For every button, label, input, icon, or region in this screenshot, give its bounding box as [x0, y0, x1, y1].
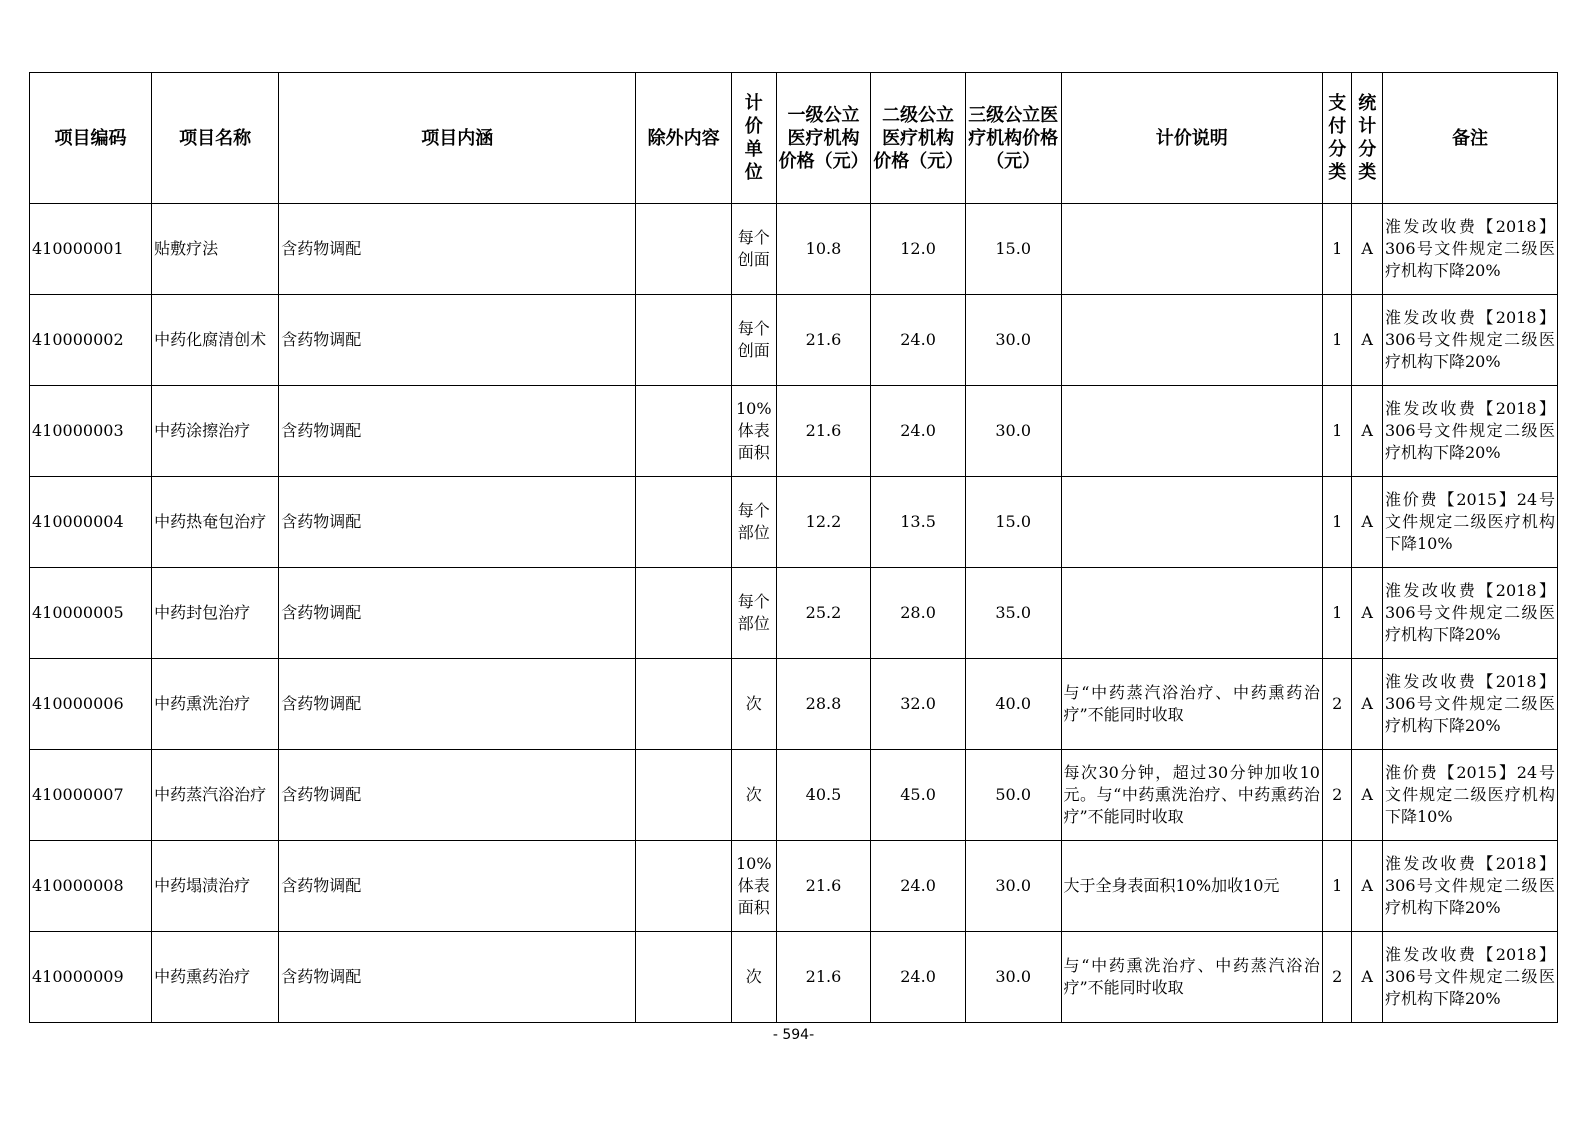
header-pay: 支付分类: [1322, 73, 1352, 204]
cell-price3: 30.0: [965, 841, 1061, 932]
cell-code: 410000009: [30, 932, 152, 1023]
page-number: - 594-: [772, 1027, 815, 1043]
cell-content: 含药物调配: [279, 204, 636, 295]
cell-price1: 21.6: [776, 841, 871, 932]
cell-price2: 24.0: [871, 932, 966, 1023]
table-row: [30, 477, 1558, 568]
price-table: [29, 72, 1558, 1023]
cell-price3: 50.0: [965, 750, 1061, 841]
cell-code: 410000002: [30, 295, 152, 386]
cell-price3: 30.0: [965, 932, 1061, 1023]
cell-unit: 次: [731, 932, 776, 1023]
cell-unit: 次: [731, 750, 776, 841]
cell-stat: A: [1352, 204, 1383, 295]
header-unit: 计价单位: [731, 73, 776, 204]
cell-note: [1061, 295, 1322, 386]
cell-remark: 淮价费【2015】24号文件规定二级医疗机构下降10%: [1382, 750, 1557, 841]
cell-note: 与“中药蒸汽浴治疗、中药熏药治疗”不能同时收取: [1061, 659, 1322, 750]
cell-note: 大于全身表面积10%加收10元: [1061, 841, 1322, 932]
cell-remark: 淮发改收费【2018】306号文件规定二级医疗机构下降20%: [1382, 841, 1557, 932]
cell-remark: 淮发改收费【2018】306号文件规定二级医疗机构下降20%: [1382, 659, 1557, 750]
cell-code: 410000006: [30, 659, 152, 750]
table-row: [30, 204, 1558, 295]
cell-excluded: [636, 932, 732, 1023]
cell-price2: 24.0: [871, 295, 966, 386]
cell-stat: A: [1352, 750, 1383, 841]
cell-stat: A: [1352, 932, 1383, 1023]
cell-name: 中药封包治疗: [152, 568, 279, 659]
cell-name: 中药涂擦治疗: [152, 386, 279, 477]
header-note: 计价说明: [1061, 73, 1322, 204]
cell-price1: 21.6: [776, 386, 871, 477]
cell-price2: 24.0: [871, 386, 966, 477]
cell-remark: 淮发改收费【2018】306号文件规定二级医疗机构下降20%: [1382, 386, 1557, 477]
header-code: 项目编码: [30, 73, 152, 204]
cell-price3: 15.0: [965, 204, 1061, 295]
cell-note: [1061, 477, 1322, 568]
table-row: [30, 932, 1558, 1023]
cell-remark: 淮发改收费【2018】306号文件规定二级医疗机构下降20%: [1382, 295, 1557, 386]
cell-price1: 21.6: [776, 295, 871, 386]
cell-pay: 1: [1322, 295, 1352, 386]
cell-note: [1061, 204, 1322, 295]
table-row: [30, 386, 1558, 477]
cell-code: 410000008: [30, 841, 152, 932]
cell-unit: 每个创面: [731, 204, 776, 295]
cell-content: 含药物调配: [279, 477, 636, 568]
cell-remark: 淮价费【2015】24号文件规定二级医疗机构下降10%: [1382, 477, 1557, 568]
cell-stat: A: [1352, 568, 1383, 659]
cell-excluded: [636, 477, 732, 568]
cell-remark: 淮发改收费【2018】306号文件规定二级医疗机构下降20%: [1382, 568, 1557, 659]
cell-excluded: [636, 750, 732, 841]
header-excluded: 除外内容: [636, 73, 732, 204]
cell-content: 含药物调配: [279, 750, 636, 841]
cell-pay: 1: [1322, 204, 1352, 295]
cell-price2: 32.0: [871, 659, 966, 750]
cell-price3: 30.0: [965, 295, 1061, 386]
cell-name: 贴敷疗法: [152, 204, 279, 295]
header-row: [30, 73, 1558, 204]
header-price3: 三级公立医疗机构价格（元）: [965, 73, 1061, 204]
cell-note: [1061, 386, 1322, 477]
cell-price1: 25.2: [776, 568, 871, 659]
cell-content: 含药物调配: [279, 659, 636, 750]
cell-price1: 12.2: [776, 477, 871, 568]
header-remark: 备注: [1382, 73, 1557, 204]
cell-code: 410000001: [30, 204, 152, 295]
cell-price2: 12.0: [871, 204, 966, 295]
cell-price3: 30.0: [965, 386, 1061, 477]
cell-unit: 次: [731, 659, 776, 750]
table-row: [30, 568, 1558, 659]
cell-stat: A: [1352, 295, 1383, 386]
header-content: 项目内涵: [279, 73, 636, 204]
cell-price2: 13.5: [871, 477, 966, 568]
header-price2: 二级公立医疗机构价格（元）: [871, 73, 966, 204]
cell-excluded: [636, 568, 732, 659]
cell-unit: 10%体表面积: [731, 841, 776, 932]
cell-name: 中药蒸汽浴治疗: [152, 750, 279, 841]
table-row: [30, 841, 1558, 932]
cell-code: 410000003: [30, 386, 152, 477]
cell-price1: 28.8: [776, 659, 871, 750]
cell-name: 中药熏药治疗: [152, 932, 279, 1023]
cell-price3: 35.0: [965, 568, 1061, 659]
cell-stat: A: [1352, 659, 1383, 750]
table-row: [30, 295, 1558, 386]
cell-pay: 2: [1322, 659, 1352, 750]
cell-price1: 21.6: [776, 932, 871, 1023]
header-stat: 统计分类: [1352, 73, 1383, 204]
cell-stat: A: [1352, 477, 1383, 568]
cell-unit: 每个部位: [731, 477, 776, 568]
cell-price2: 45.0: [871, 750, 966, 841]
header-name: 项目名称: [152, 73, 279, 204]
cell-name: 中药熏洗治疗: [152, 659, 279, 750]
cell-price2: 24.0: [871, 841, 966, 932]
cell-name: 中药化腐清创术: [152, 295, 279, 386]
cell-name: 中药热奄包治疗: [152, 477, 279, 568]
cell-excluded: [636, 386, 732, 477]
cell-remark: 淮发改收费【2018】306号文件规定二级医疗机构下降20%: [1382, 932, 1557, 1023]
cell-price1: 10.8: [776, 204, 871, 295]
cell-code: 410000004: [30, 477, 152, 568]
cell-content: 含药物调配: [279, 568, 636, 659]
cell-name: 中药塌渍治疗: [152, 841, 279, 932]
cell-pay: 1: [1322, 386, 1352, 477]
cell-note: [1061, 568, 1322, 659]
cell-pay: 2: [1322, 750, 1352, 841]
cell-unit: 每个创面: [731, 295, 776, 386]
cell-pay: 1: [1322, 841, 1352, 932]
cell-excluded: [636, 204, 732, 295]
cell-content: 含药物调配: [279, 295, 636, 386]
cell-code: 410000005: [30, 568, 152, 659]
table-row: [30, 659, 1558, 750]
cell-excluded: [636, 841, 732, 932]
cell-unit: 10%体表面积: [731, 386, 776, 477]
cell-stat: A: [1352, 841, 1383, 932]
cell-code: 410000007: [30, 750, 152, 841]
cell-note: 每次30分钟，超过30分钟加收10元。与“中药熏洗治疗、中药熏药治疗”不能同时收取: [1061, 750, 1322, 841]
table-row: [30, 750, 1558, 841]
cell-pay: 1: [1322, 568, 1352, 659]
cell-excluded: [636, 295, 732, 386]
cell-unit: 每个部位: [731, 568, 776, 659]
cell-stat: A: [1352, 386, 1383, 477]
cell-pay: 2: [1322, 932, 1352, 1023]
header-price1: 一级公立医疗机构价格（元）: [776, 73, 871, 204]
cell-price1: 40.5: [776, 750, 871, 841]
cell-remark: 淮发改收费【2018】306号文件规定二级医疗机构下降20%: [1382, 204, 1557, 295]
cell-excluded: [636, 659, 732, 750]
cell-note: 与“中药熏洗治疗、中药蒸汽浴治疗”不能同时收取: [1061, 932, 1322, 1023]
cell-price2: 28.0: [871, 568, 966, 659]
cell-content: 含药物调配: [279, 386, 636, 477]
cell-price3: 40.0: [965, 659, 1061, 750]
cell-price3: 15.0: [965, 477, 1061, 568]
cell-content: 含药物调配: [279, 841, 636, 932]
cell-content: 含药物调配: [279, 932, 636, 1023]
cell-pay: 1: [1322, 477, 1352, 568]
